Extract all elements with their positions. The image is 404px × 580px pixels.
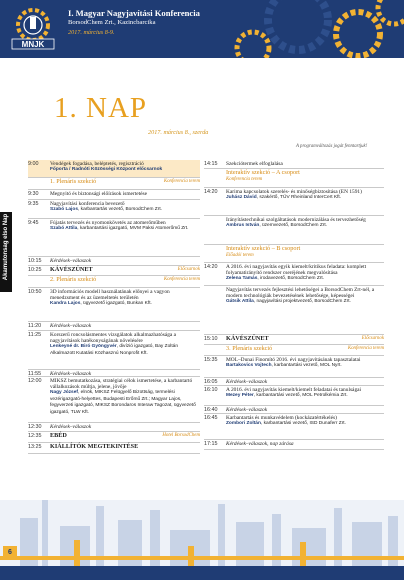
speaker-name: Bartakovics Vojtech xyxy=(226,362,272,368)
schedule-row xyxy=(28,432,200,443)
speaker-name: Szabó Attila xyxy=(50,225,78,231)
schedule-time: 9:35 xyxy=(28,201,39,207)
session-place: Előcsarnok xyxy=(361,335,384,341)
session-title: KIÁLLÍTÓK MEGTEKINTÉSE xyxy=(50,442,139,450)
section-title: 2. Plenáris szekció xyxy=(50,275,97,283)
schedule-row xyxy=(204,386,384,406)
schedule-time: 10:15 xyxy=(28,258,42,264)
schedule-time: 9:45 xyxy=(28,220,39,226)
schedule-row xyxy=(204,245,384,263)
speaker-affiliation: , elnök, MIKSZ Felügyelő Bizottság, termelési vezérigazgató-helyettes, Budapesti Erőmű Zrt.; Magyar Lajos, fegyverzeti igazgató, MIKSZ Borondaros Interaw Tagozat, ügyvezető igazgató, TLW Kft. xyxy=(50,390,196,415)
schedule-row xyxy=(204,414,384,440)
schedule-time: 12:35 xyxy=(28,433,42,439)
schedule-row xyxy=(204,286,384,335)
speaker-affiliation: , szakértő, TÜV Rheinland InterCert Kft. xyxy=(256,194,342,200)
session-title: Korszerű roncsolásmentes vizsgálatok alkalmazhatósága a nagyjavítások hatékonyságának növelésére xyxy=(50,331,177,344)
schedule-time xyxy=(204,169,226,187)
speaker xyxy=(50,390,200,416)
speaker-name: Szabó Lajos xyxy=(50,206,78,212)
session-place: Konferencia terem xyxy=(163,178,200,184)
schedule-row xyxy=(28,266,200,276)
section-title: Interaktív szekció – A csoport xyxy=(226,168,300,176)
session-title: KÁVÉSZÜNET xyxy=(50,265,93,273)
schedule-row xyxy=(204,160,384,169)
schedule-row xyxy=(28,190,200,200)
speaker-name: Lenkeyné dr. Biró Gyöngyvér xyxy=(50,344,117,350)
speaker xyxy=(226,223,384,229)
day-title: 1. NAP xyxy=(54,92,148,124)
schedule-row xyxy=(204,440,384,450)
schedule-row xyxy=(28,331,200,370)
session-title: Kérdések–válaszok xyxy=(50,257,92,264)
session-title: Irányítástechnikai szolgáltatások modernizálása és tervezhetőség xyxy=(226,216,366,223)
schedule-time xyxy=(28,178,50,189)
session-place: Konferencia terem xyxy=(347,345,384,351)
speaker-affiliation: , karbantartási vezető, MOL Petrolkémia Zrt. xyxy=(253,392,348,398)
speaker xyxy=(226,276,384,282)
session-title: MOL–Dunai Finomító 2016. évi nagyjavításának tapasztalatai xyxy=(226,356,361,363)
speaker-affiliation: , üzemvezető, BorsodChem Zrt. xyxy=(259,222,328,228)
speaker xyxy=(50,207,200,213)
conference-place: BorsodChem Zrt., Kazincbarcika xyxy=(68,19,156,26)
session-title: Karbantartás és munkavédelem (kockázatértékelés) xyxy=(226,414,337,421)
speaker-name: Zelena Tamás xyxy=(226,276,258,282)
speaker-affiliation: , karbantartási vezető, MOL Nyrt. xyxy=(271,362,342,368)
speaker-name: Zombori Zoltán xyxy=(226,420,261,426)
session-title: Kérdések–válaszok xyxy=(50,370,92,377)
session-title: Nagyjavítási konferencia bevezető xyxy=(50,200,125,207)
schedule-row xyxy=(204,263,384,286)
industrial-skyline-decoration xyxy=(0,470,404,580)
speaker xyxy=(226,299,384,305)
session-title: Kérdések–válaszok, nap zárása xyxy=(226,440,294,447)
session-title: Fújatás tervezés és nyomonkövetés az atomerőműben xyxy=(50,219,166,226)
schedule-row xyxy=(204,169,384,188)
speaker-name: Ambrus István xyxy=(226,222,260,228)
schedule-row xyxy=(204,356,384,378)
session-title: Megnyitó és biztonsági előírások ismertetése xyxy=(50,190,148,197)
schedule-time: 11:20 xyxy=(28,323,42,329)
schedule-time: 15:35 xyxy=(204,357,218,363)
day-date: 2017. március 8., szerda xyxy=(148,129,209,136)
section-title: 1. Plenáris szekció xyxy=(50,177,97,185)
speaker xyxy=(226,363,384,369)
session-title: Nagyjavítás tervezés fejlesztési lehetőségei a BorsodChem Zrt-nél, a modern technológiák bevezetésének lehetősége, képességei xyxy=(226,286,375,299)
program-note: A programváltozás jogát fenntartjuk! xyxy=(296,144,368,149)
schedule-time: 16:45 xyxy=(204,415,218,421)
schedule-time xyxy=(204,286,226,334)
session-title: A 2016. évi nagyjavítás kiemelt/kiemelt feladatai és tanulságai xyxy=(226,386,362,393)
speaker-affiliation: , irodavezető, BorsodChem Zrt. xyxy=(257,276,325,282)
speaker-name: Kandra Lajos xyxy=(50,301,81,307)
schedule-time: 11:55 xyxy=(28,371,42,377)
schedule-time: 16:10 xyxy=(204,387,218,393)
schedule-time: 9:30 xyxy=(28,191,39,197)
schedule-row xyxy=(28,370,200,377)
session-title: A 2016. évi nagyjavítás egyik kiemelt/kritikus feladata: komplett folyamatirányító rendszer cseréjének megvalósítása xyxy=(226,263,367,276)
schedule-time: 9:00 xyxy=(28,161,39,167)
session-title: Kérdések–válaszok xyxy=(50,322,92,329)
session-place: Előcsarnok xyxy=(177,266,200,272)
section-room: Konferencia terem xyxy=(226,176,263,182)
speaker-affiliation: , nagyjavítási projektvezető, BorsodChem Zrt. xyxy=(253,299,351,305)
speaker-name: Juhász Dávid xyxy=(226,194,257,200)
schedule-row xyxy=(28,160,200,178)
schedule-time: 17:15 xyxy=(204,441,218,447)
schedule-row xyxy=(28,257,200,266)
schedule-time: 14:15 xyxy=(204,161,218,167)
schedule-row xyxy=(28,377,200,423)
speaker xyxy=(226,195,384,201)
speaker xyxy=(50,301,200,307)
schedule-row xyxy=(204,188,384,216)
schedule-time: 12:30 xyxy=(28,424,42,430)
schedule-row xyxy=(204,216,384,245)
speaker-affiliation: , ügyvezető igazgató, Bunkan Kft. xyxy=(80,301,152,307)
speaker xyxy=(50,226,200,232)
schedule-time: 15:10 xyxy=(204,336,218,342)
schedule-row xyxy=(204,378,384,386)
schedule-time: 13:25 xyxy=(28,444,42,450)
schedule-time: 10:50 xyxy=(28,289,42,295)
side-tab: Akamutonsag elso Nap xyxy=(0,212,12,292)
schedule-row xyxy=(28,423,200,432)
speaker-name: Nagy József xyxy=(50,390,78,396)
conference-title: I. Magyar Nagyjavítási Konferencia xyxy=(68,8,200,18)
section-title: Interaktív szekció – B csoport xyxy=(226,244,301,252)
page-number: 6 xyxy=(3,546,17,560)
mnjk-logo xyxy=(6,6,60,52)
session-title: KÁVÉSZÜNET xyxy=(226,334,269,342)
session-title: MIKSZ bemutatkozása, stratégiai célok ismertetése, a karbantartó vállalkozások múltja, jelene, jövője xyxy=(50,377,193,390)
speaker-affiliation: , karbantartási igazgató, MVM Paksi Atomerőmű Zrt. xyxy=(77,225,189,231)
speaker-affiliation: , karbantartás vezető, BorsodChem Zrt. xyxy=(78,206,162,212)
conference-date: 2017. március 8-9. xyxy=(68,29,115,36)
page-header xyxy=(0,0,404,58)
schedule-time xyxy=(204,245,226,262)
schedule-row xyxy=(28,443,200,454)
gear-decoration xyxy=(228,0,404,58)
schedule-time: 16:40 xyxy=(204,407,218,413)
schedule-time: 16:05 xyxy=(204,379,218,385)
session-place: Konferencia terem xyxy=(163,276,200,282)
schedule-row xyxy=(204,335,384,345)
speaker-affiliation: , divízió igazgató, Bay Zoltán Alkalmazott Kutatási Közhasznú Nonprofit Kft. xyxy=(50,344,178,356)
schedule-time: 12:00 xyxy=(28,378,42,384)
section-title: 3. Plenáris szekció xyxy=(226,344,273,352)
session-title: Szekciótermek elfoglalása xyxy=(226,160,283,167)
schedule-row xyxy=(28,200,200,219)
schedule-time xyxy=(204,216,226,244)
speaker-name: Mezey Péter xyxy=(226,392,254,398)
session-title: Karima kapcsolatok szerelés- és minőségbiztosítása (EN 1591) xyxy=(226,188,362,195)
schedule-row xyxy=(28,322,200,331)
schedule-time xyxy=(28,276,50,287)
speaker xyxy=(226,393,384,399)
schedule-time: 10:25 xyxy=(28,267,42,273)
speaker-name: Gátsik Attila xyxy=(226,299,254,305)
schedule-row xyxy=(28,288,200,322)
session-place: Hotel BorsodChem xyxy=(162,432,200,438)
schedule-row xyxy=(28,276,200,288)
session-title: Kérdések–válaszok xyxy=(50,423,92,430)
schedule-row xyxy=(204,406,384,414)
session-title: 3D információs modell használatának előnyei a vagyon menedzsment és az üzemeltetés területén xyxy=(50,288,170,301)
session-title: Kérdések–válaszok xyxy=(226,378,268,385)
schedule-row xyxy=(28,219,200,257)
schedule-time: 14:20 xyxy=(204,189,218,195)
schedule-row xyxy=(28,178,200,190)
session-title: Vendégek fogadása, beléptetés, regisztráció xyxy=(50,160,144,167)
section-room: Előadói terem xyxy=(226,252,254,258)
session-title: Kérdések–válaszok xyxy=(226,406,268,413)
logo-text: MNJK xyxy=(21,40,45,49)
speaker-affiliation: , karbantartási vezető, ISD Dunaferr Zrt. xyxy=(260,420,346,426)
venue-text: Főporta / Radnóti Közösségi Központ előcsarnok xyxy=(50,166,163,172)
speaker xyxy=(50,344,200,357)
schedule-time xyxy=(204,345,226,355)
speaker xyxy=(226,421,384,427)
schedule-time: 14:20 xyxy=(204,264,218,270)
session-title: EBÉD xyxy=(50,431,67,439)
schedule-row xyxy=(204,345,384,356)
schedule-time: 11:25 xyxy=(28,332,42,338)
